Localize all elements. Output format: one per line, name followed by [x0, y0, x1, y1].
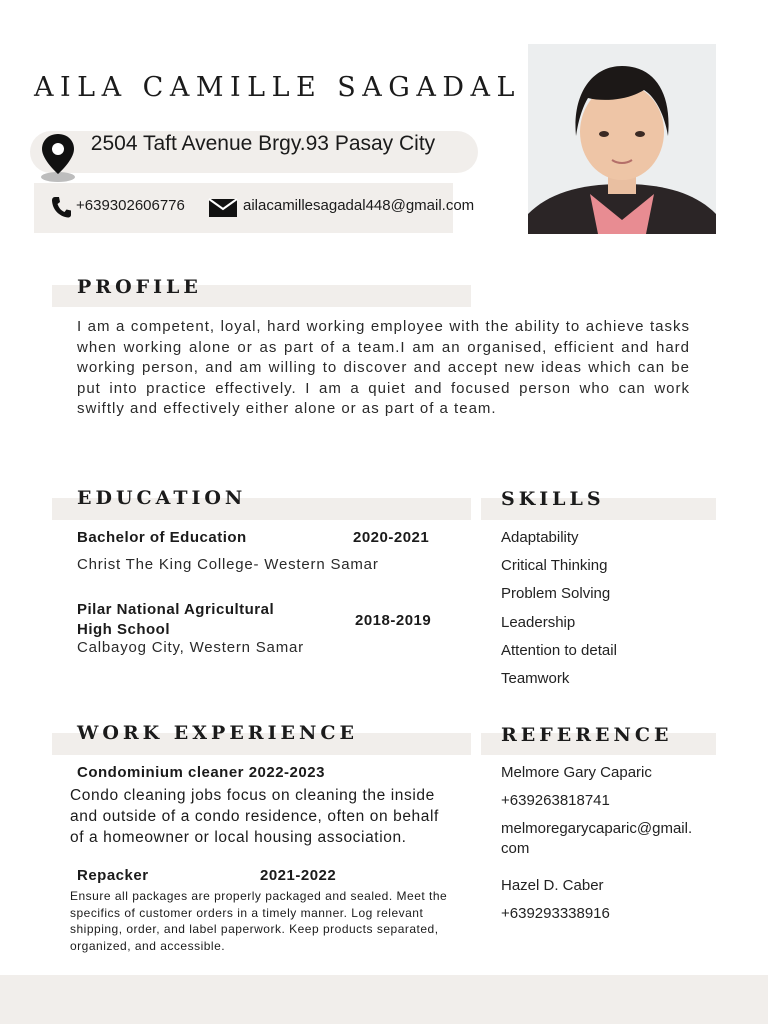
job-1-description: Condo cleaning jobs focus on cleaning the inside and outside of a condo residence, often on behalf of a homeowner or local housing association. — [70, 787, 439, 846]
education-2-years: 2018-2019 — [355, 612, 432, 629]
education-heading: EDUCATION — [77, 487, 247, 509]
education-1-degree: Bachelor of Education — [77, 529, 247, 546]
skill-item: Leadership — [501, 614, 576, 631]
skill-item: Problem Solving — [501, 585, 611, 602]
location-pin-icon — [38, 132, 78, 184]
skill-item: Attention to detail — [501, 642, 617, 659]
skill-item: Adaptability — [501, 529, 579, 546]
work-heading: WORK EXPERIENCE — [77, 722, 358, 744]
phone-number: +639302606776 — [76, 197, 185, 214]
reference-1-name: Melmore Gary Caparic — [501, 764, 652, 781]
phone-icon — [50, 195, 72, 219]
reference-heading: REFERENCE — [501, 724, 673, 746]
education-2-degree-line1: Pilar National Agricultural — [77, 601, 275, 618]
profile-heading: PROFILE — [77, 276, 202, 298]
reference-1-phone: +639263818741 — [501, 792, 610, 809]
job-1-title: Condominium cleaner 2022-2023 — [77, 764, 325, 781]
mail-icon — [208, 198, 238, 218]
reference-1-email-line2: com — [501, 840, 530, 857]
footer-band — [0, 975, 768, 1024]
reference-1-email-line1: melmoregarycaparic@gmail. — [501, 820, 693, 837]
job-2-description: Ensure all packages are properly packaged and sealed. Meet the specifics of customer orders in a timely manner. Log relevant shipping, order, and label paperwork. Keep products separated, organized, and accessible. — [70, 889, 448, 953]
education-1-school: Christ The King College- Western Samar — [77, 556, 379, 573]
job-2-title: Repacker — [77, 867, 149, 884]
profile-photo — [528, 44, 716, 234]
resume-name: AILA CAMILLE SAGADAL — [34, 72, 521, 103]
education-1-years: 2020-2021 — [353, 529, 430, 546]
address-text: 2504 Taft Avenue Brgy.93 Pasay City — [90, 132, 436, 155]
reference-2-name: Hazel D. Caber — [501, 877, 604, 894]
reference-2-phone: +639293338916 — [501, 905, 610, 922]
skill-item: Teamwork — [501, 670, 570, 687]
job-2-years: 2021-2022 — [260, 867, 337, 884]
skills-heading: SKILLS — [501, 488, 605, 510]
skill-item: Critical Thinking — [501, 557, 608, 574]
education-2-degree-line2: High School — [77, 621, 170, 638]
education-2-school: Calbayog City, Western Samar — [77, 639, 304, 656]
email-address: ailacamillesagadal448@gmail.com — [243, 197, 475, 214]
profile-text: I am a competent, loyal, hard working employee with the ability to achieve tasks when working alone or as part of a team.I am an organised, efficient and hard working person, and am willing to discover and accept new ideas which can be put into practice effectively. I am a quiet and focused person who can work swiftly and effectively either alone or as part of a team. — [77, 318, 690, 417]
